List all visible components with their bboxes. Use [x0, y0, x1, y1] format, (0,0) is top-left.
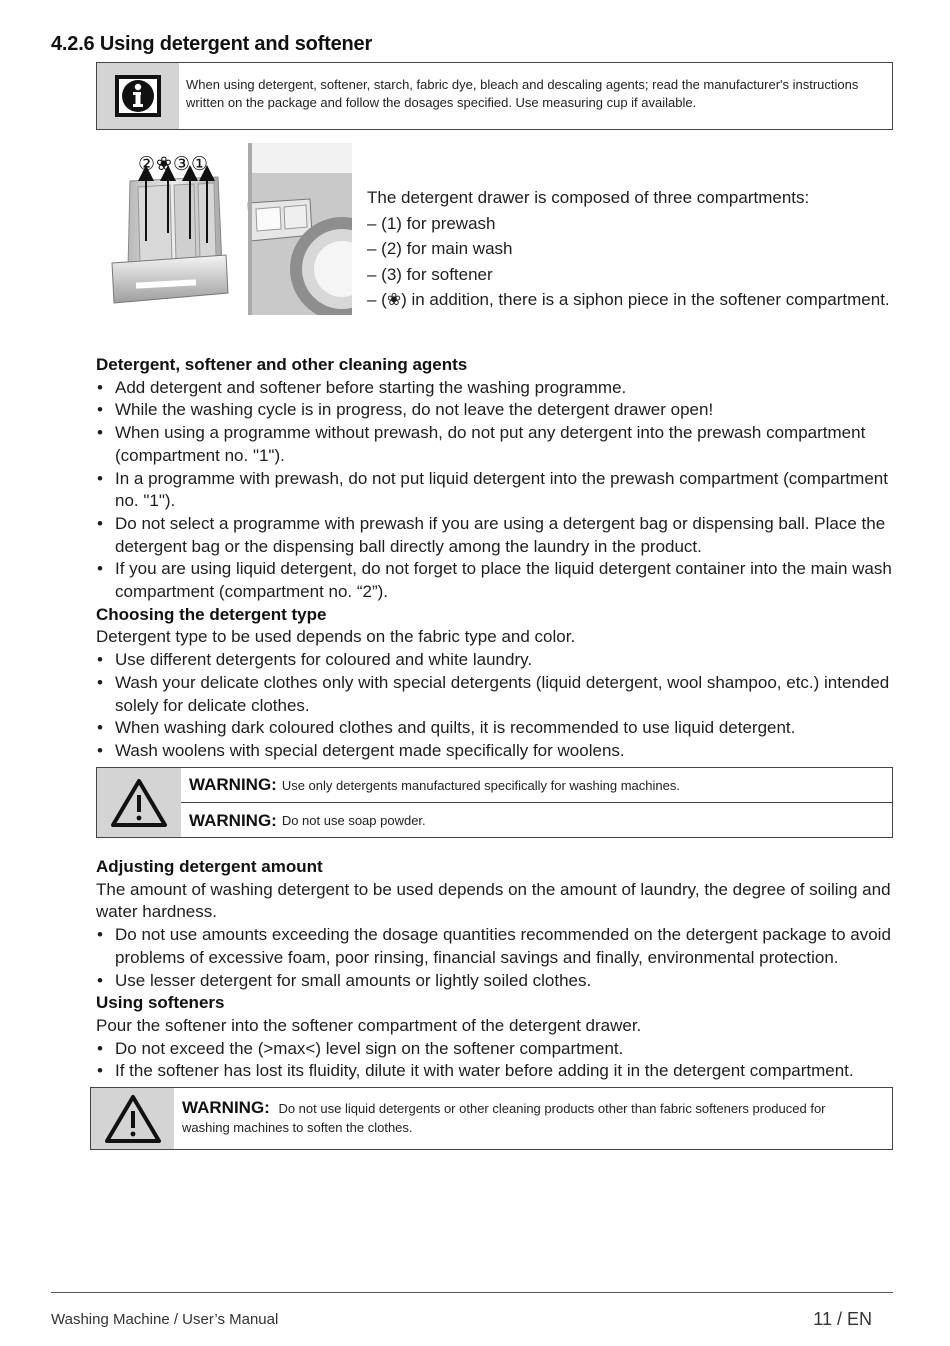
type-list: [96, 649, 896, 763]
info-box: [96, 62, 893, 130]
drawer-item: – (2) for main wash: [367, 239, 513, 258]
softener-list: [96, 1038, 896, 1083]
info-text: When using detergent, softener, starch, fabric dye, bleach and descaling agents; read the manufacturer's instructions written on the package and follow the dosages specified. Use measuring cup if available.: [186, 77, 859, 110]
warning-row-2: [181, 803, 892, 838]
warning-text: Use only detergents manufactured specifically for washing machines.: [281, 777, 680, 793]
softener-heading: Using softeners: [96, 993, 225, 1013]
drawer-label-3: ③: [172, 153, 192, 175]
footer-rule: [51, 1292, 893, 1293]
footer-title: Washing Machine / User’s Manual: [51, 1311, 279, 1328]
list-item: • If you are using liquid detergent, do not forget to place the liquid detergent container into the main wash compartment (compartment no. “2”).: [96, 558, 896, 603]
drawer-item: – (1) for prewash: [367, 213, 496, 233]
drawer-item: – (❀) in addition, there is a siphon piece in the softener compartment.: [367, 290, 890, 309]
list-item: • Do not select a programme with prewash if you are using a detergent bag or dispensing ball. Place the detergent bag or the dispensing ball directly among the laundry in the product.: [96, 513, 896, 558]
list-item: • In a programme with prewash, do not put liquid detergent into the prewash compartment (compartment no. "1").: [96, 468, 896, 513]
warning-icon-cell: [91, 1088, 174, 1149]
warning-label: WARNING:: [182, 1098, 270, 1117]
drawer-labels: [138, 153, 209, 175]
main-content: [96, 354, 896, 763]
warning-label: WARNING:: [189, 775, 277, 794]
amount-intro: The amount of washing detergent to be used depends on the amount of laundry, the degree of soiling and water hardness.: [96, 879, 891, 922]
warning-icon: [104, 1094, 162, 1144]
warning-icon: [110, 778, 168, 828]
info-icon: [113, 73, 163, 119]
warning-row-1: [181, 768, 892, 803]
list-item: • When washing dark coloured clothes and quilts, it is recommended to use liquid detergent.: [96, 717, 896, 740]
detergent-heading: Detergent, softener and other cleaning agents: [96, 355, 468, 374]
drawer-label-siphon: ❀: [156, 153, 173, 175]
drawer-figure: [110, 143, 352, 315]
warning-text: Do not use soap powder.: [281, 813, 426, 828]
drawer-label-2: ②: [138, 153, 157, 175]
drawer-item: – (3) for softener: [367, 264, 493, 284]
detergent-list: [96, 377, 896, 604]
warning-box-1: [96, 767, 893, 838]
section-title: 4.2.6 Using detergent and softener: [51, 33, 373, 55]
list-item: • Do not use amounts exceeding the dosage quantities recommended on the detergent package to avoid problems of excessive foam, poor rinsing, financial savings and finally, environmental protection.: [96, 924, 896, 969]
list-item: • When using a programme without prewash, do not put any detergent into the prewash compartment (compartment no. "1").: [96, 422, 896, 467]
type-heading: Choosing the detergent type: [96, 604, 327, 624]
list-item: • Do not exceed the (>max<) level sign on the softener compartment.: [96, 1038, 896, 1061]
warning-label: WARNING:: [189, 810, 277, 830]
warning-text-block: [182, 1098, 872, 1137]
list-item: • Wash your delicate clothes only with special detergents (liquid detergent, wool shampoo, etc.) intended solely for delicate clothes.: [96, 672, 896, 717]
amount-list: [96, 924, 896, 992]
warning-icon-cell: [97, 768, 181, 837]
softener-intro: Pour the softener into the softener compartment of the detergent drawer.: [96, 1015, 642, 1035]
drawer-label-1: ①: [191, 153, 210, 175]
amount-heading: Adjusting detergent amount: [96, 857, 323, 876]
list-item: • Use lesser detergent for small amounts or lightly soiled clothes.: [96, 970, 896, 993]
warning-box-2: [90, 1087, 893, 1150]
list-item: • Use different detergents for coloured and white laundry.: [96, 649, 896, 672]
type-intro: Detergent type to be used depends on the fabric type and color.: [96, 627, 576, 647]
list-item: • While the washing cycle is in progress, do not leave the detergent drawer open!: [96, 399, 896, 422]
drawer-description: [367, 185, 927, 313]
info-icon-cell: [97, 63, 179, 129]
list-item: • Wash woolens with special detergent made specifically for woolens.: [96, 740, 896, 763]
page-number: 11 / EN: [813, 1309, 872, 1329]
list-item: • If the softener has lost its fluidity, dilute it with water before adding it in the detergent compartment.: [96, 1060, 896, 1083]
warning-text: Do not use liquid detergents or other cleaning products other than fabric softeners produced for washing machines to soften the clothes.: [182, 1101, 826, 1135]
drawer-intro: The detergent drawer is composed of three compartments:: [367, 188, 810, 207]
secondary-content: [96, 856, 896, 1083]
list-item: • Add detergent and softener before starting the washing programme.: [96, 377, 896, 400]
